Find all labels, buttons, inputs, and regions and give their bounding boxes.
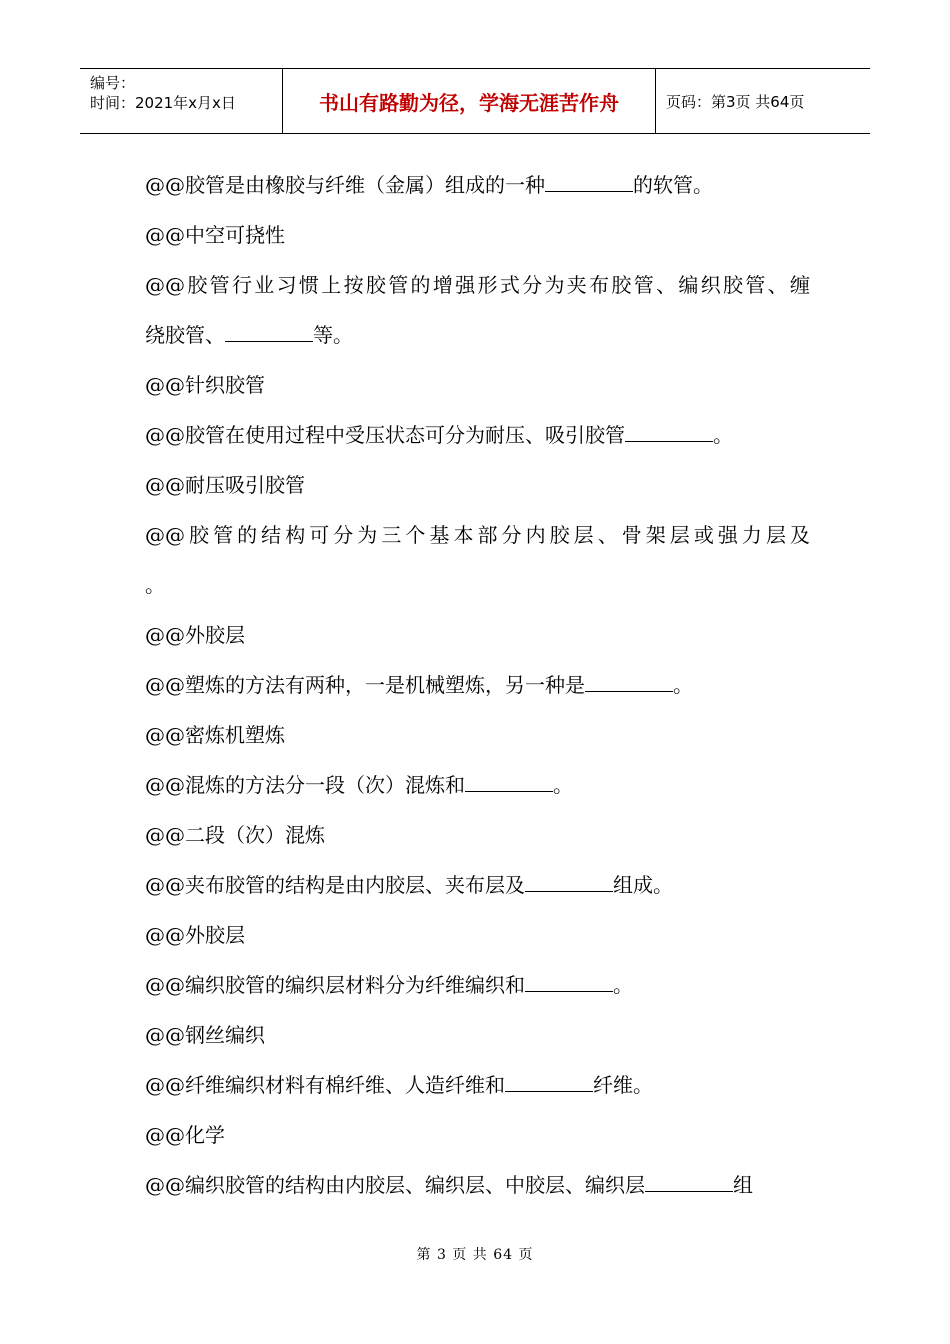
question-text: @@夹布胶管的结构是由内胶层、夹布层及: [145, 873, 525, 897]
question-text: @@胶管在使用过程中受压状态可分为耐压、吸引胶管: [145, 423, 625, 447]
header-page-info: 页码：第3页 共64页: [666, 92, 805, 111]
question-text: 绕胶管、: [145, 323, 225, 347]
question-line: [145, 1160, 810, 1210]
question-text: 的软管。: [633, 173, 713, 197]
question-text: 组: [733, 1173, 753, 1197]
answer-line: @@密炼机塑炼: [145, 723, 285, 747]
question-line: @@胶管的结构可分为三个基本部分内胶层、骨架层或强力层及: [145, 523, 810, 547]
question-text: 。: [713, 423, 733, 447]
answer-blank: [505, 1073, 593, 1092]
answer-blank: [585, 673, 673, 692]
code-label: 编号：: [90, 74, 136, 92]
question-text: @@胶管是由橡胶与纤维（金属）组成的一种: [145, 173, 545, 197]
answer-blank: [525, 873, 613, 892]
question-line: [145, 960, 810, 1010]
answer-line: @@化学: [145, 1123, 225, 1147]
question-text: @@编织胶管的编织层材料分为纤维编织和: [145, 973, 525, 997]
question-text: 等。: [313, 323, 353, 347]
question-line: [145, 160, 810, 210]
answer-blank: [645, 1173, 733, 1192]
question-line: [145, 660, 810, 710]
page-footer: 第 3 页 共 64 页: [416, 1247, 534, 1263]
answer-blank: [525, 973, 613, 992]
question-text: @@塑炼的方法有两种，一是机械塑炼，另一种是: [145, 673, 585, 697]
question-text: 。: [613, 973, 633, 997]
question-line: [145, 860, 810, 910]
answer-line: @@外胶层: [145, 923, 245, 947]
answer-blank: [225, 323, 313, 342]
header-meta: [80, 69, 282, 133]
page-header: [80, 68, 870, 134]
question-line: [145, 760, 810, 810]
question-line: 。: [145, 573, 165, 597]
answer-line: @@二段（次）混炼: [145, 823, 325, 847]
answer-blank: [465, 773, 553, 792]
time-label: 时间：2021年x月x日: [90, 94, 236, 112]
question-text: 。: [553, 773, 573, 797]
answer-line: @@中空可挠性: [145, 223, 285, 247]
question-text: @@编织胶管的结构由内胶层、编织层、中胶层、编织层: [145, 1173, 645, 1197]
question-text: 。: [673, 673, 693, 697]
answer-blank: [545, 173, 633, 192]
answer-line: @@钢丝编织: [145, 1023, 265, 1047]
answer-line: @@耐压吸引胶管: [145, 473, 305, 497]
answer-blank: [625, 423, 713, 442]
header-motto: 书山有路勤为径，学海无涯苦作舟: [282, 69, 656, 133]
question-line: @@胶管行业习惯上按胶管的增强形式分为夹布胶管、编织胶管、缠: [145, 273, 810, 297]
question-text: 组成。: [613, 873, 673, 897]
document-body: [145, 160, 810, 1210]
question-text: @@混炼的方法分一段（次）混炼和: [145, 773, 465, 797]
question-line: [145, 410, 810, 460]
question-line: [145, 1060, 810, 1110]
question-text: @@纤维编织材料有棉纤维、人造纤维和: [145, 1073, 505, 1097]
answer-line: @@外胶层: [145, 623, 245, 647]
question-line: [145, 310, 810, 360]
answer-line: @@针织胶管: [145, 373, 265, 397]
question-text: 纤维。: [593, 1073, 653, 1097]
